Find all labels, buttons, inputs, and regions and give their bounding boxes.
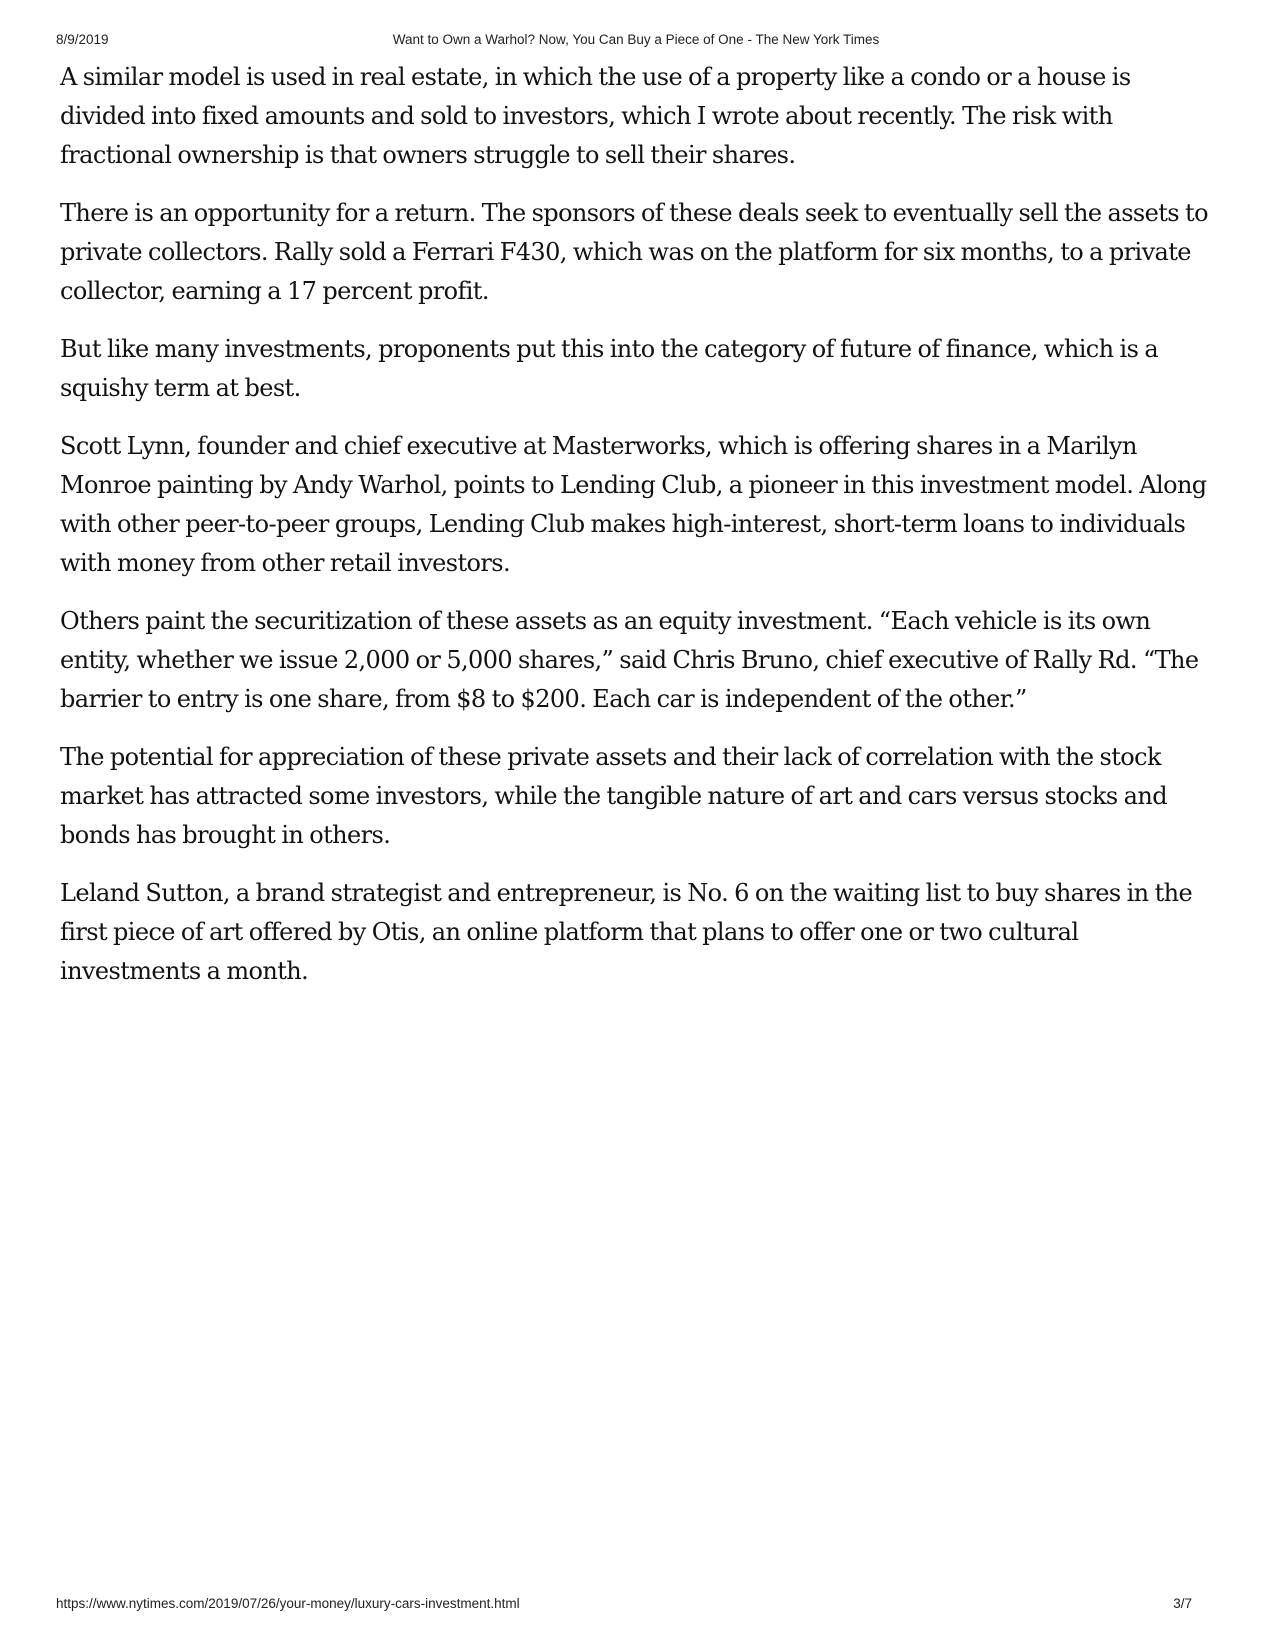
- print-header: [56, 32, 1216, 52]
- print-page-number: 3/7: [1173, 1596, 1192, 1611]
- article-paragraph-5: Others paint the securitization of these assets as an equity investment. “Each vehicle is its own entity, whether we issue 2,000 or 5,000 shares,” said Chris Bruno, chief executive of Rally Rd. “The barrier to entry is one share, from $8 to $200. Each car is independent of the other.”: [60, 607, 1199, 713]
- print-date: 8/9/2019: [56, 32, 109, 47]
- article-paragraph-4: Scott Lynn, founder and chief executive at Masterworks, which is offering shares in a Marilyn Monroe painting by Andy Warhol, points to Lending Club, a pioneer in this investment model. Along with other peer-to-peer groups, Lending Club makes high-interest, short-term loans to individuals with money from other retail investors.: [60, 432, 1207, 577]
- article-paragraph-2: There is an opportunity for a return. The sponsors of these deals seek to eventually sell the assets to private collectors. Rally sold a Ferrari F430, which was on the platform for six months, to a private collector, earning a 17 percent profit.: [60, 199, 1208, 305]
- article-paragraph-1: A similar model is used in real estate, in which the use of a property like a condo or a house is divided into fixed amounts and sold to investors, which I wrote about recently. The risk with fractional ownership is that owners struggle to sell their shares.: [60, 63, 1131, 169]
- print-footer: [56, 1596, 1216, 1616]
- article-paragraph-3: But like many investments, proponents put this into the category of future of finance, which is a squishy term at best.: [60, 335, 1159, 402]
- print-page-title: Want to Own a Warhol? Now, You Can Buy a Piece of One - The New York Times: [392, 32, 880, 47]
- print-url: https://www.nytimes.com/2019/07/26/your-money/luxury-cars-investment.html: [56, 1596, 520, 1611]
- article-paragraph-6: The potential for appreciation of these private assets and their lack of correlation with the stock market has attracted some investors, while the tangible nature of art and cars versus stocks and bonds has brought in others.: [60, 743, 1168, 849]
- article-paragraph-7: Leland Sutton, a brand strategist and entrepreneur, is No. 6 on the waiting list to buy shares in the first piece of art offered by Otis, an online platform that plans to offer one or two cultural investments a month.: [60, 879, 1193, 985]
- article-body: [60, 58, 1220, 1010]
